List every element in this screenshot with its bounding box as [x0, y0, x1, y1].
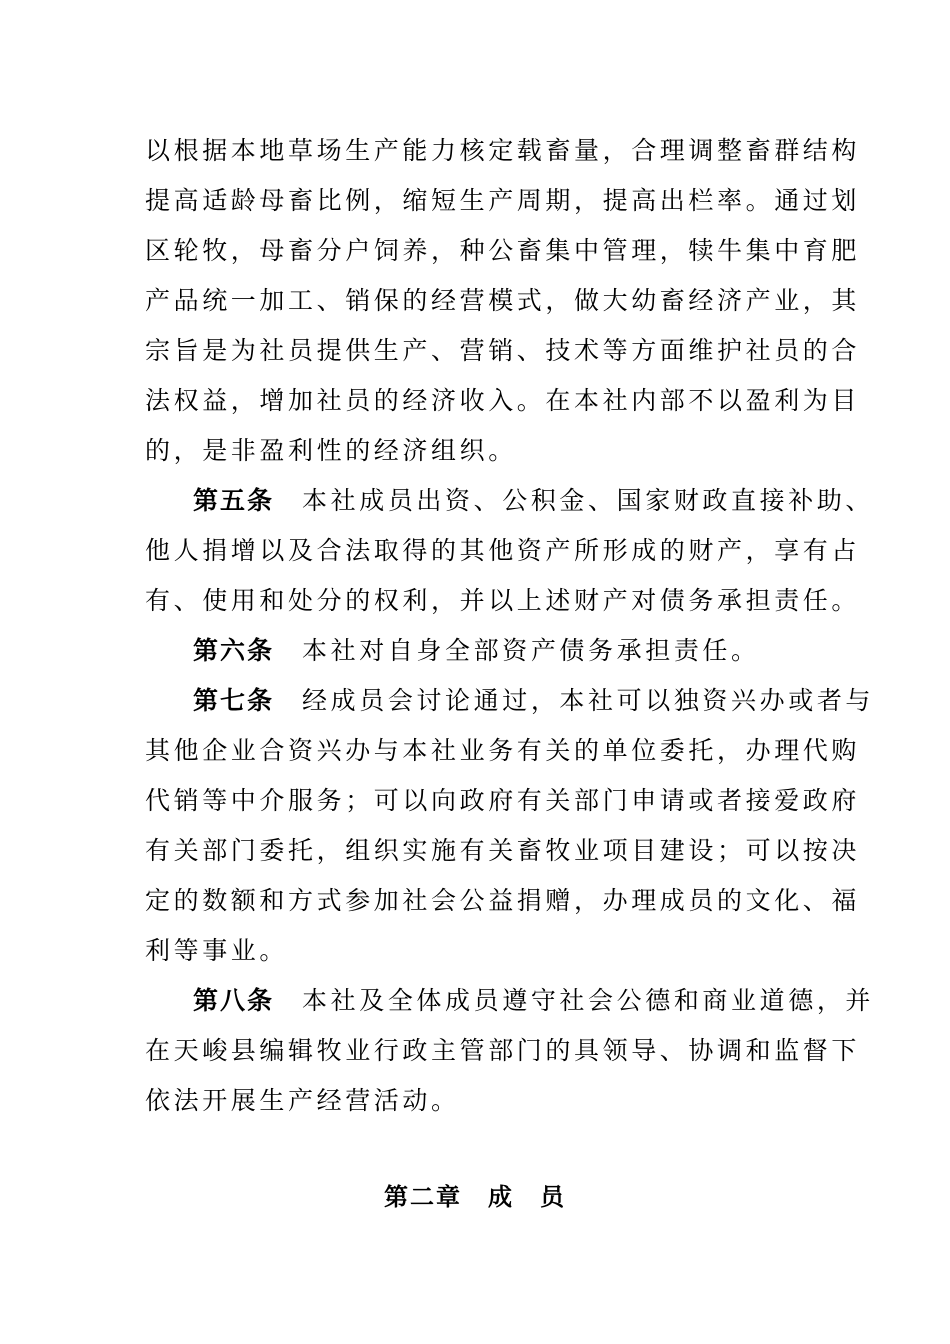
article-first-line [145, 676, 875, 726]
article-text: 经成员会讨论通过，本社可以独资兴办或者与 [302, 686, 875, 715]
text-line: 的，是非盈利性的经济组织。 [145, 436, 517, 465]
text-line: 在天峻县编辑牧业行政主管部门的具领导、协调和监督下 [145, 1036, 861, 1065]
text-line: 法权益，增加社员的经济收入。在本社内部不以盈利为目 [145, 386, 861, 415]
text-line: 利等事业。 [145, 936, 289, 965]
article-text: 本社成员出资、公积金、国家财政直接补助、 [302, 486, 875, 515]
article-text: 本社对自身全部资产债务承担责任。 [302, 636, 760, 665]
text-line: 区轮牧，母畜分户饲养，种公畜集中管理，犊牛集中育肥 [145, 236, 861, 265]
text-line: 产品统一加工、销保的经营模式，做大幼畜经济产业，其 [145, 286, 861, 315]
document-body [145, 126, 875, 1126]
text-line: 宗旨是为社员提供生产、营销、技术等方面维护社员的合 [145, 336, 861, 365]
article-first-line [145, 476, 875, 526]
article-label: 第七条 [193, 686, 275, 715]
text-line: 代销等中介服务；可以向政府有关部门申请或者接爱政府 [145, 786, 861, 815]
text-line: 提高适龄母畜比例，缩短生产周期，提高出栏率。通过划 [145, 186, 861, 215]
article-8 [145, 976, 875, 1126]
text-line: 其他企业合资兴办与本社业务有关的单位委托，办理代购 [145, 736, 861, 765]
text-line: 他人捐增以及合法取得的其他资产所形成的财产，享有占 [145, 536, 861, 565]
text-line: 有关部门委托，组织实施有关畜牧业项目建设；可以按决 [145, 836, 861, 865]
text-line: 定的数额和方式参加社会公益捐赠，办理成员的文化、福 [145, 886, 861, 915]
chapter-heading: 第二章 成 员 [384, 1183, 566, 1211]
article-7 [145, 676, 875, 976]
article-label: 第六条 [193, 636, 275, 665]
text-line: 依法开展生产经营活动。 [145, 1086, 460, 1115]
article-label: 第五条 [193, 486, 275, 515]
paragraph-continuation [145, 126, 861, 476]
article-first-line [145, 626, 810, 676]
article-6 [145, 626, 810, 676]
article-5 [145, 476, 875, 626]
text-line: 以根据本地草场生产能力核定载畜量，合理调整畜群结构 [145, 136, 861, 165]
article-label: 第八条 [193, 986, 275, 1015]
article-first-line [145, 976, 875, 1026]
article-text: 本社及全体成员遵守社会公德和商业道德，并 [302, 986, 875, 1015]
text-line: 有、使用和处分的权利，并以上述财产对债务承担责任。 [145, 586, 861, 615]
